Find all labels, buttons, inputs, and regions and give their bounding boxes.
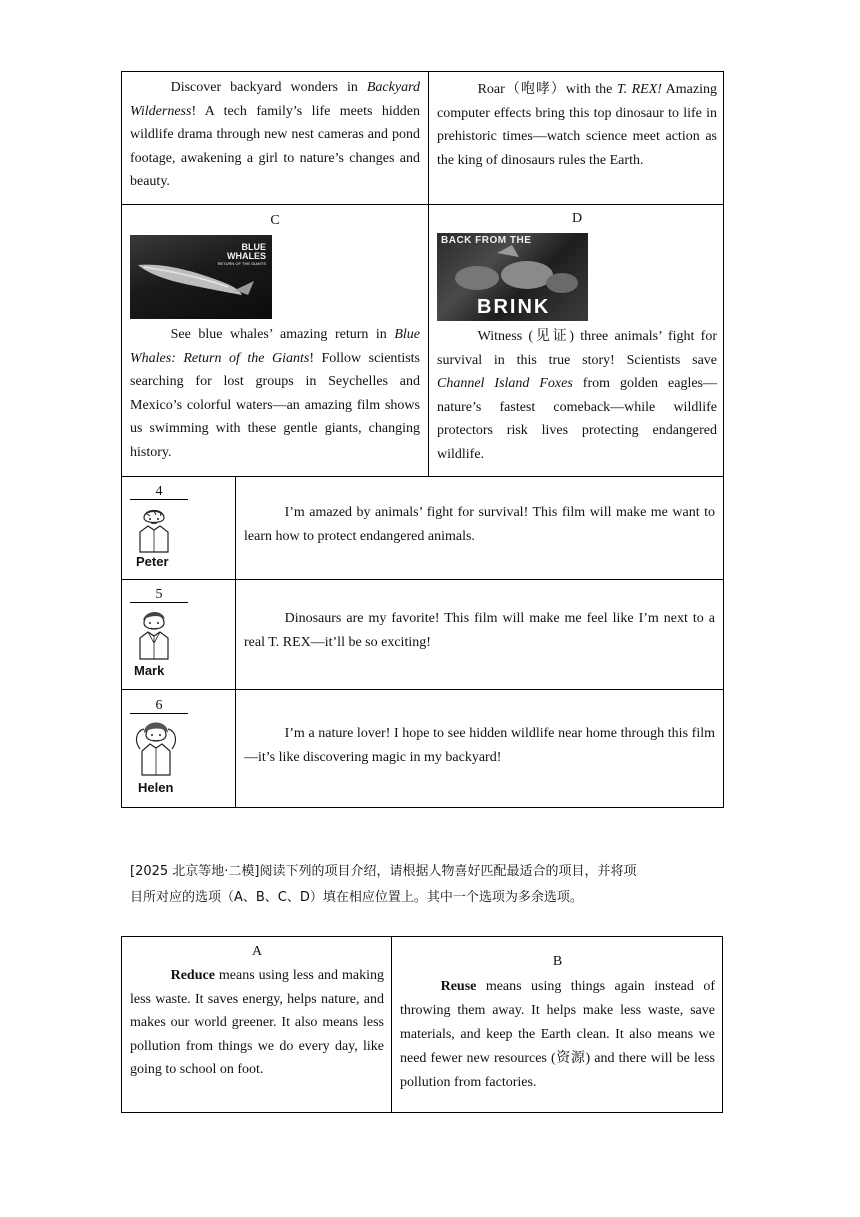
answer-blank-5[interactable]: 5: [130, 587, 188, 603]
film-table-row-divider: [122, 204, 723, 205]
project-b-letter: B: [552, 954, 563, 969]
project-table-divider: [391, 937, 392, 1112]
film-a-cell: [130, 76, 420, 194]
reduce-term: Reduce: [170, 968, 215, 983]
answer-blank-6[interactable]: 6: [130, 698, 188, 714]
film-d-title: Channel Island Foxes: [437, 376, 573, 391]
film-c-letter: C: [270, 213, 280, 228]
film-a-description: Discover backyard wonders in Backyard Wilderness! A tech family’s life meets hidden wildlife drama through new nest cameras and pond footage, awakening a girl to nature’s changes and beauty.: [130, 80, 420, 189]
back-from-the-brink-poster: [437, 233, 588, 321]
film-c-title: Blue Whales: Return of the Giants: [130, 327, 420, 366]
person-row-peter: [122, 476, 723, 579]
film-b-title: T. REX!: [616, 82, 662, 97]
project-b-description: Reuse means using things again instead of throwing them away. It helps make less waste, save materials, and keep the Earth clean. It also means we need fewer new resources (资源) and there will be less pollution from factories.: [400, 979, 715, 1090]
blue-whales-poster: [130, 235, 272, 319]
mark-name-label: Mark: [134, 663, 165, 678]
helen-name-label: Helen: [138, 780, 174, 795]
film-c-cell: [130, 212, 420, 464]
people-table: [121, 476, 724, 808]
project-a-letter: A: [251, 944, 263, 959]
helen-statement: I’m a nature lover! I hope to see hidden wildlife near home through this film—it’s like discovering magic in my backyard!: [244, 726, 715, 765]
project-a-cell: [130, 943, 384, 1082]
film-b-description: Roar（咆哮）with the T. REX! Amazing computer effects bring this top dinosaur to life in prehistoric times—watch science meet action as the king of dinosaurs rules the Earth.: [437, 82, 717, 168]
film-table: [121, 71, 724, 477]
reuse-term: Reuse: [440, 979, 477, 994]
poster-bottom-text: BRINK: [477, 296, 551, 318]
instruction-line-2: 目所对应的选项（A、B、C、D）填在相应位置上。其中一个选项为多余选项。: [130, 890, 583, 905]
peter-statement: I’m amazed by animals’ fight for survival! This film will make me want to learn how to protect endangered animals.: [244, 505, 715, 544]
peter-name-label: Peter: [136, 554, 169, 569]
film-d-description: Witness (见证) three animals’ fight for survival in this true story! Scientists save Channel Island Foxes from golden eagles—nature’s fastest comeback—while wildlife protectors risk lives protecting endangered wildlife.: [437, 329, 718, 462]
film-d-cell: [437, 210, 717, 466]
project-a-description: Reduce means using less and making less waste. It saves energy, helps nature, and makes our world greener. It also means less pollution from things we do every day, like going to school on foot.: [130, 968, 384, 1077]
film-b-cell: [437, 78, 717, 172]
film-table-divider: [428, 72, 429, 476]
helen-avatar-icon: [132, 717, 180, 779]
mark-statement: Dinosaurs are my favorite! This film will make me feel like I’m next to a real T. REX—it’ll be so exciting!: [244, 611, 715, 650]
person-row-mark: [122, 579, 723, 689]
project-b-cell: [400, 953, 715, 1095]
film-d-letter: D: [571, 211, 583, 226]
poster-top-text: BACK FROM THE: [441, 235, 532, 246]
instruction: [130, 859, 740, 911]
poster-title: BLUE WHALES RETURN OF THE GIANTS: [217, 242, 266, 266]
person-row-helen: [122, 689, 723, 807]
project-table: [121, 936, 723, 1113]
instruction-line-1: [2025 北京等地·二模]阅读下列的项目介绍，请根据人物喜好匹配最适合的项目，并将项: [130, 864, 637, 879]
film-c-description: See blue whales’ amazing return in Blue Whales: Return of the Giants! Follow scientists searching for lost groups in Seychelles and Mexico’s colorful waters—an amazing film shows us swimming with these gentle giants, changing history.: [130, 327, 421, 460]
peter-avatar-icon: [134, 504, 174, 556]
film-a-title: Backyard Wilderness: [130, 80, 420, 119]
mark-avatar-icon: [134, 607, 174, 663]
answer-blank-4[interactable]: 4: [130, 484, 188, 500]
